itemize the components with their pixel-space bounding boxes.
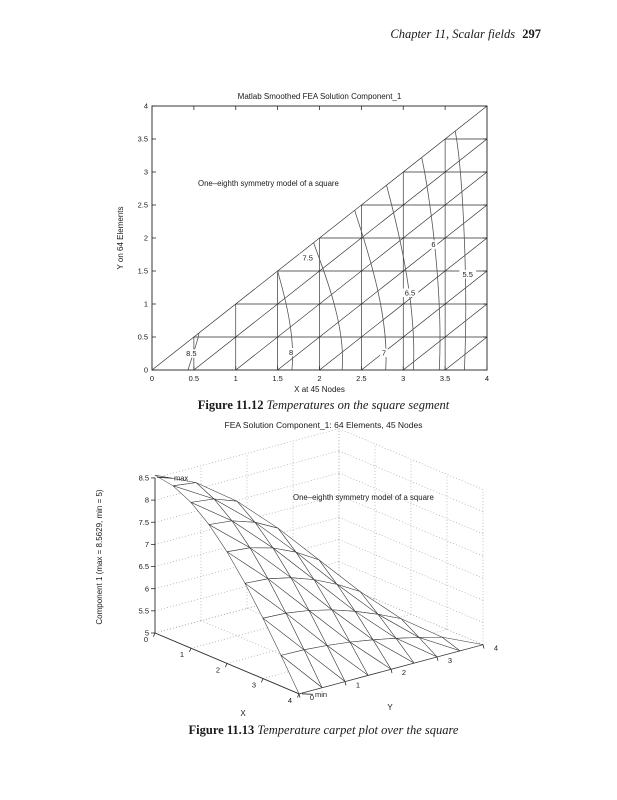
temperature-contours bbox=[183, 131, 476, 370]
contour-label: 7.5 bbox=[302, 253, 313, 263]
y-tick bbox=[391, 669, 392, 673]
fig1-annotation: One–eighth symmetry model of a square bbox=[198, 179, 339, 188]
figure-11-13-plot-title: FEA Solution Component_1: 64 Elements, 45 Nodes bbox=[224, 420, 423, 430]
y-tick-label: 3.5 bbox=[137, 134, 148, 144]
z-tick-label: 5 bbox=[144, 628, 149, 638]
figure-11-12-caption-text: Temperatures on the square segment bbox=[266, 398, 450, 412]
y-tick bbox=[299, 694, 300, 698]
fig1-y-axis-label: Y on 64 Elements bbox=[116, 206, 125, 270]
x-tick-label: 1 bbox=[233, 374, 238, 383]
y-tick-label: 1 bbox=[355, 680, 361, 690]
fig1-title: Matlab Smoothed FEA Solution Component_1 bbox=[237, 92, 402, 101]
contour-label: 8 bbox=[288, 347, 294, 357]
x-tick-label: 0 bbox=[149, 374, 155, 383]
y-tick-label: 3 bbox=[447, 655, 453, 665]
contour-label: 8.5 bbox=[186, 349, 197, 359]
x-tick-label: 4 bbox=[287, 695, 293, 705]
mesh-diagonal bbox=[445, 337, 487, 370]
figure-11-13-caption-text: Temperature carpet plot over the square bbox=[257, 723, 459, 737]
x-tick-label: 3.5 bbox=[439, 374, 451, 383]
contour-line-7.5 bbox=[314, 243, 343, 370]
x-tick bbox=[261, 679, 263, 683]
y-tick-label: 4 bbox=[493, 643, 499, 653]
y-tick-label: 1 bbox=[143, 299, 148, 309]
x-tick-label: 1 bbox=[179, 650, 185, 660]
figure-11-12-caption bbox=[30, 398, 617, 413]
contour-label: 6.5 bbox=[404, 288, 416, 298]
mesh-diagonal bbox=[278, 205, 487, 370]
contour-line-6.5 bbox=[387, 185, 414, 370]
y-tick-label: 0 bbox=[143, 365, 148, 375]
contour-label: 5.5 bbox=[462, 269, 473, 279]
fig2-x-axis-label: X bbox=[240, 709, 246, 718]
fig2-annotation: One–eighth symmetry model of a square bbox=[293, 493, 434, 502]
contour-line-7 bbox=[355, 210, 386, 370]
y-tick bbox=[483, 645, 484, 649]
figure-11-13-caption-label: Figure 11.13 bbox=[188, 723, 255, 737]
fig2-y-axis-label: Y bbox=[387, 703, 393, 712]
y-tick-label: 0 bbox=[309, 692, 315, 702]
z-tick-label: 7.5 bbox=[138, 517, 149, 527]
z-tick-label: 5.5 bbox=[138, 606, 149, 616]
fig2-z-axis-label: Component 1 (max = 8.5629, min = 5) bbox=[95, 489, 104, 625]
y-tick-label: 1.5 bbox=[137, 266, 148, 276]
contour-label: 7 bbox=[381, 348, 387, 358]
figure-11-12-caption-label: Figure 11.12 bbox=[197, 398, 264, 412]
figure-11-13-caption bbox=[30, 723, 617, 738]
x-tick-label: 0 bbox=[143, 635, 149, 644]
figure-11-13-carpet-plot bbox=[95, 429, 498, 718]
y-tick-label: 2 bbox=[143, 233, 148, 243]
y-tick-label: 2.5 bbox=[137, 200, 148, 210]
z-tick-label: 6.5 bbox=[138, 562, 149, 572]
x-tick bbox=[153, 633, 155, 637]
contour-label: 6 bbox=[431, 240, 436, 250]
y-tick-label: 2 bbox=[401, 668, 407, 678]
max-annotation: max bbox=[174, 473, 189, 483]
min-pointer-line bbox=[302, 694, 313, 695]
x-tick-label: 2 bbox=[317, 374, 322, 383]
x-tick-label: 2 bbox=[215, 665, 221, 675]
y-tick bbox=[345, 682, 346, 686]
x-tick bbox=[225, 663, 227, 667]
chapter-title: Chapter 11, Scalar fields bbox=[390, 27, 516, 41]
y-tick-label: 4 bbox=[143, 101, 148, 111]
z-tick-label: 8 bbox=[144, 495, 149, 505]
x-tick-label: 1.5 bbox=[272, 374, 283, 383]
wall-y4-hline bbox=[339, 495, 483, 556]
y-tick-label: 3 bbox=[143, 167, 148, 177]
fea-mesh-lines bbox=[152, 106, 487, 370]
page-number: 297 bbox=[522, 27, 541, 41]
x-tick-label: 3 bbox=[251, 680, 257, 690]
x-tick-label: 3 bbox=[401, 374, 406, 383]
x-tick-label: 2.5 bbox=[356, 374, 367, 383]
y-tick bbox=[437, 657, 438, 661]
x-tick-label: 4 bbox=[484, 374, 490, 383]
x-tick bbox=[189, 648, 191, 652]
min-annotation: min bbox=[315, 689, 328, 699]
z-tick-label: 8.5 bbox=[138, 473, 149, 483]
fig1-x-axis-label: X at 45 Nodes bbox=[294, 385, 345, 394]
y-tick-label: 0.5 bbox=[137, 332, 148, 342]
x-tick-label: 0.5 bbox=[188, 374, 200, 383]
contour-line-5.5 bbox=[455, 131, 466, 370]
figure-11-12-contour-plot bbox=[116, 92, 489, 394]
z-tick-label: 7 bbox=[144, 540, 149, 549]
carpet-surface-mesh bbox=[155, 475, 483, 694]
wall-y4-hline bbox=[339, 473, 483, 534]
contour-line-6 bbox=[422, 157, 440, 370]
z-tick-label: 6 bbox=[144, 584, 149, 594]
